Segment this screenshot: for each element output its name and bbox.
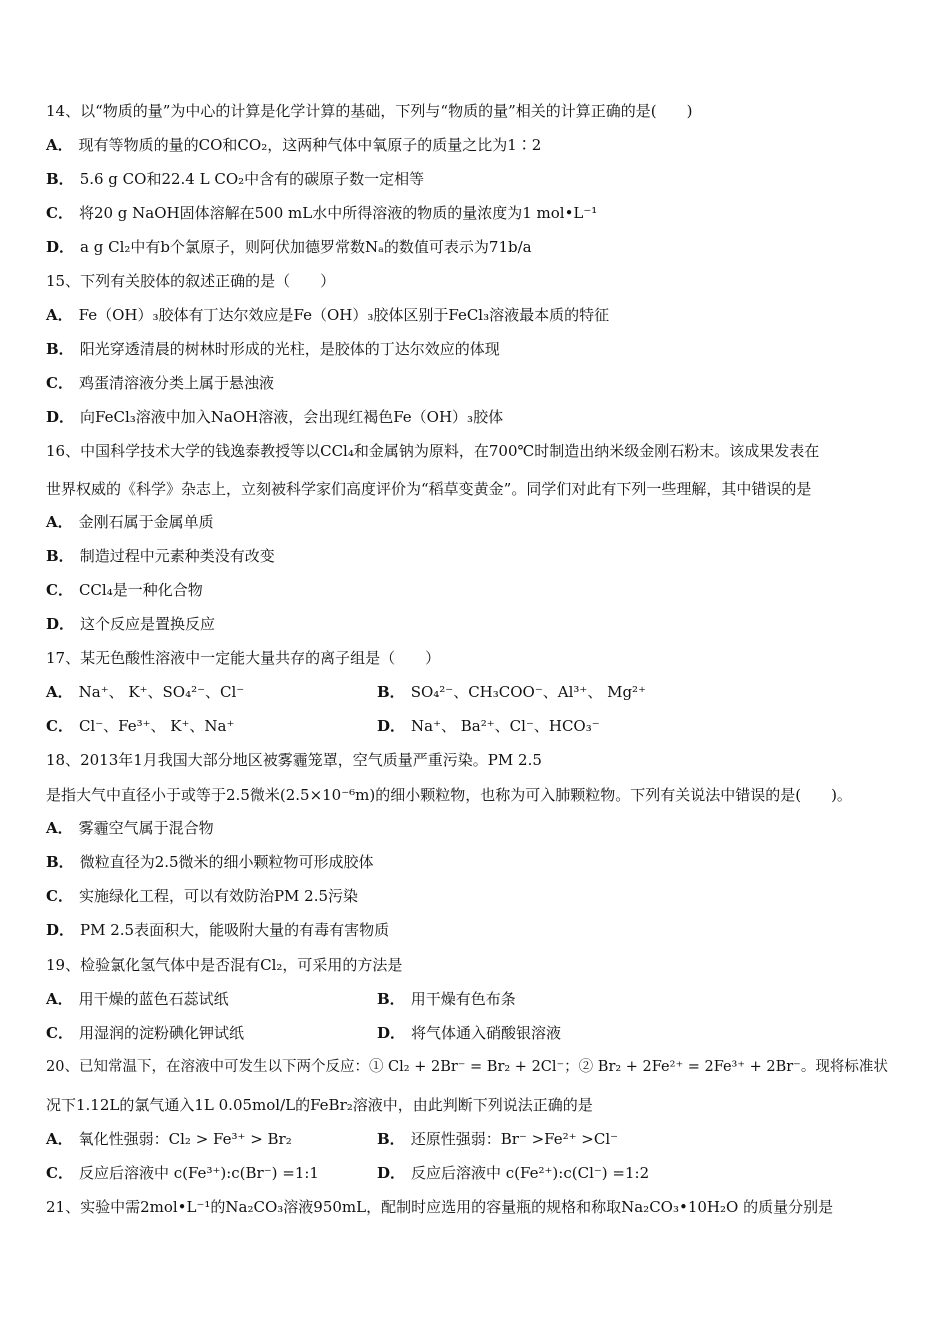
q18-option-b xyxy=(46,852,906,872)
option-text: 用干燥的蓝色石蕊试纸 xyxy=(78,990,229,1008)
option-label: A． xyxy=(46,683,73,701)
option-text: 微粒直径为2.5微米的细小颗粒物可形成胶体 xyxy=(79,853,374,871)
q20-option-c xyxy=(46,1164,319,1182)
q19-option-b xyxy=(377,989,516,1009)
option-text: 制造过程中元素种类没有改变 xyxy=(79,547,275,565)
option-text: 氧化性强弱：Cl₂ > Fe³⁺ > Br₂ xyxy=(78,1130,292,1148)
option-label: B． xyxy=(46,547,74,565)
option-text: 还原性强弱：Br⁻ >Fe²⁺ >Cl⁻ xyxy=(410,1130,619,1148)
option-text: Fe（OH）₃胶体有丁达尔效应是Fe（OH）₃胶体区别于FeCl₃溶液最本质的特征 xyxy=(78,306,610,324)
q18-option-a xyxy=(46,818,906,838)
option-label: C． xyxy=(46,887,73,905)
q17-options-row1 xyxy=(46,682,906,702)
q18-stem-line2: 是指大气中直径小于或等于2.5微米(2.5×10⁻⁶m)的细小颗粒物，也称为可入肺颗粒物。下列有关说法中错误的是( )。 xyxy=(46,786,852,804)
q15-option-d xyxy=(46,407,906,427)
q15-stem: 15、下列有关胶体的叙述正确的是（ ） xyxy=(46,272,336,290)
option-label: C． xyxy=(46,1024,73,1042)
q19-option-a xyxy=(46,990,229,1008)
q19-options-row2 xyxy=(46,1023,906,1043)
q15-option-a xyxy=(46,305,906,325)
q18-option-c xyxy=(46,886,906,906)
option-label: B． xyxy=(46,340,74,358)
option-label: C． xyxy=(46,204,73,222)
option-label: B． xyxy=(46,170,74,188)
option-text: Na⁺、 Ba²⁺、Cl⁻、HCO₃⁻ xyxy=(411,717,600,735)
option-label: D． xyxy=(46,921,75,939)
option-text: Cl⁻、Fe³⁺、 K⁺、Na⁺ xyxy=(78,717,235,735)
option-label: C． xyxy=(46,374,73,392)
option-label: A． xyxy=(46,513,73,531)
option-label: A． xyxy=(46,990,73,1008)
option-label: A． xyxy=(46,1130,73,1148)
q19-stem: 19、检验氯化氢气体中是否混有Cl₂，可采用的方法是 xyxy=(46,956,403,974)
q18-stem-line1: 18、2013年1月我国大部分地区被雾霾笼罩，空气质量严重污染。PM 2.5 xyxy=(46,751,542,769)
q17-option-b xyxy=(377,682,646,702)
q20-stem-line1: 20、已知常温下，在溶液中可发生以下两个反应：① Cl₂ + 2Br⁻ = Br₂ + 2Cl⁻；② Br₂ + 2Fe²⁺ = 2Fe³⁺ + 2Br⁻。现将标准状 xyxy=(46,1059,888,1075)
option-label: D． xyxy=(377,1164,406,1182)
q14-option-a xyxy=(46,135,906,155)
option-text: 用湿润的淀粉碘化钾试纸 xyxy=(78,1024,244,1042)
option-text: 这个反应是置换反应 xyxy=(80,615,216,633)
option-text: 将气体通入硝酸银溶液 xyxy=(411,1024,562,1042)
q19-option-d xyxy=(377,1023,561,1043)
option-label: B． xyxy=(46,853,74,871)
q20-option-a xyxy=(46,1130,292,1148)
option-text: 金刚石属于金属单质 xyxy=(78,513,214,531)
q14-option-d xyxy=(46,237,906,257)
option-text: Na⁺、 K⁺、SO₄²⁻、Cl⁻ xyxy=(78,683,245,701)
option-text: CCl₄是一种化合物 xyxy=(78,581,203,599)
q14-option-b xyxy=(46,169,906,189)
q15-option-b xyxy=(46,339,906,359)
q20-option-b xyxy=(377,1129,618,1149)
q16-option-b xyxy=(46,546,906,566)
q20-stem-line2: 况下1.12L的氯气通入1L 0.05mol/L的FeBr₂溶液中，由此判断下列说法正确的是 xyxy=(46,1096,593,1114)
q20-option-d xyxy=(377,1163,649,1183)
option-label: C． xyxy=(46,717,73,735)
q16-option-a xyxy=(46,512,906,532)
option-text: a g Cl₂中有b个氯原子，则阿伏加德罗常数Nₐ的数值可表示为71b/a xyxy=(80,238,532,256)
q17-option-c xyxy=(46,717,234,735)
q14-stem: 14、以“物质的量”为中心的计算是化学计算的基础，下列与“物质的量”相关的计算正确的是( ) xyxy=(46,102,693,120)
q14-option-c xyxy=(46,203,906,223)
q18-option-d xyxy=(46,920,906,940)
option-text: 鸡蛋清溶液分类上属于悬浊液 xyxy=(78,374,274,392)
q19-options-row1 xyxy=(46,989,906,1009)
option-label: D． xyxy=(46,408,75,426)
option-label: A． xyxy=(46,819,73,837)
q16-option-c xyxy=(46,580,906,600)
q20-options-row2 xyxy=(46,1163,906,1183)
q17-option-d xyxy=(377,716,600,736)
option-text: 向FeCl₃溶液中加入NaOH溶液，会出现红褐色Fe（OH）₃胶体 xyxy=(80,408,504,426)
q15-option-c xyxy=(46,373,906,393)
q17-option-a xyxy=(46,683,244,701)
option-text: 阳光穿透清晨的树林时形成的光柱，是胶体的丁达尔效应的体现 xyxy=(79,340,500,358)
option-text: 反应后溶液中 c(Fe²⁺):c(Cl⁻) =1:2 xyxy=(411,1164,650,1182)
q16-option-d xyxy=(46,614,906,634)
option-text: 将20 g NaOH固体溶解在500 mL水中所得溶液的物质的量浓度为1 mol•L⁻¹ xyxy=(78,204,598,222)
option-text: 现有等物质的量的CO和CO₂，这两种气体中氧原子的质量之比为1∶2 xyxy=(78,136,542,154)
q16-stem-line1: 16、中国科学技术大学的钱逸泰教授等以CCl₄和金属钠为原料，在700℃时制造出纳米级金刚石粉末。该成果发表在 xyxy=(46,442,820,460)
option-text: SO₄²⁻、CH₃COO⁻、Al³⁺、 Mg²⁺ xyxy=(410,683,646,701)
q21-stem: 21、实验中需2mol•L⁻¹的Na₂CO₃溶液950mL，配制时应选用的容量瓶的规格和称取Na₂CO₃•10H₂O 的质量分别是 xyxy=(46,1198,834,1216)
option-text: PM 2.5表面积大，能吸附大量的有毒有害物质 xyxy=(80,921,390,939)
q20-options-row1 xyxy=(46,1129,906,1149)
option-label: B． xyxy=(377,1130,405,1148)
option-label: A． xyxy=(46,306,73,324)
option-label: D． xyxy=(377,1024,406,1042)
option-label: A． xyxy=(46,136,73,154)
option-label: C． xyxy=(46,1164,73,1182)
option-label: B． xyxy=(377,990,405,1008)
option-label: B． xyxy=(377,683,405,701)
option-text: 反应后溶液中 c(Fe³⁺):c(Br⁻) =1:1 xyxy=(78,1164,319,1182)
option-text: 实施绿化工程，可以有效防治PM 2.5污染 xyxy=(78,887,359,905)
option-label: D． xyxy=(377,717,406,735)
option-label: C． xyxy=(46,581,73,599)
q16-stem-line2: 世界权威的《科学》杂志上，立刻被科学家们高度评价为“稻草变黄金”。同学们对此有下列一些理解，其中错误的是 xyxy=(46,480,812,498)
q17-stem: 17、某无色酸性溶液中一定能大量共存的离子组是（ ） xyxy=(46,649,441,667)
option-text: 5.6 g CO和22.4 L CO₂中含有的碳原子数一定相等 xyxy=(79,170,425,188)
option-label: D． xyxy=(46,238,75,256)
option-label: D． xyxy=(46,615,75,633)
q17-options-row2 xyxy=(46,716,906,736)
q19-option-c xyxy=(46,1024,244,1042)
option-text: 用干燥有色布条 xyxy=(410,990,516,1008)
option-text: 雾霾空气属于混合物 xyxy=(78,819,214,837)
